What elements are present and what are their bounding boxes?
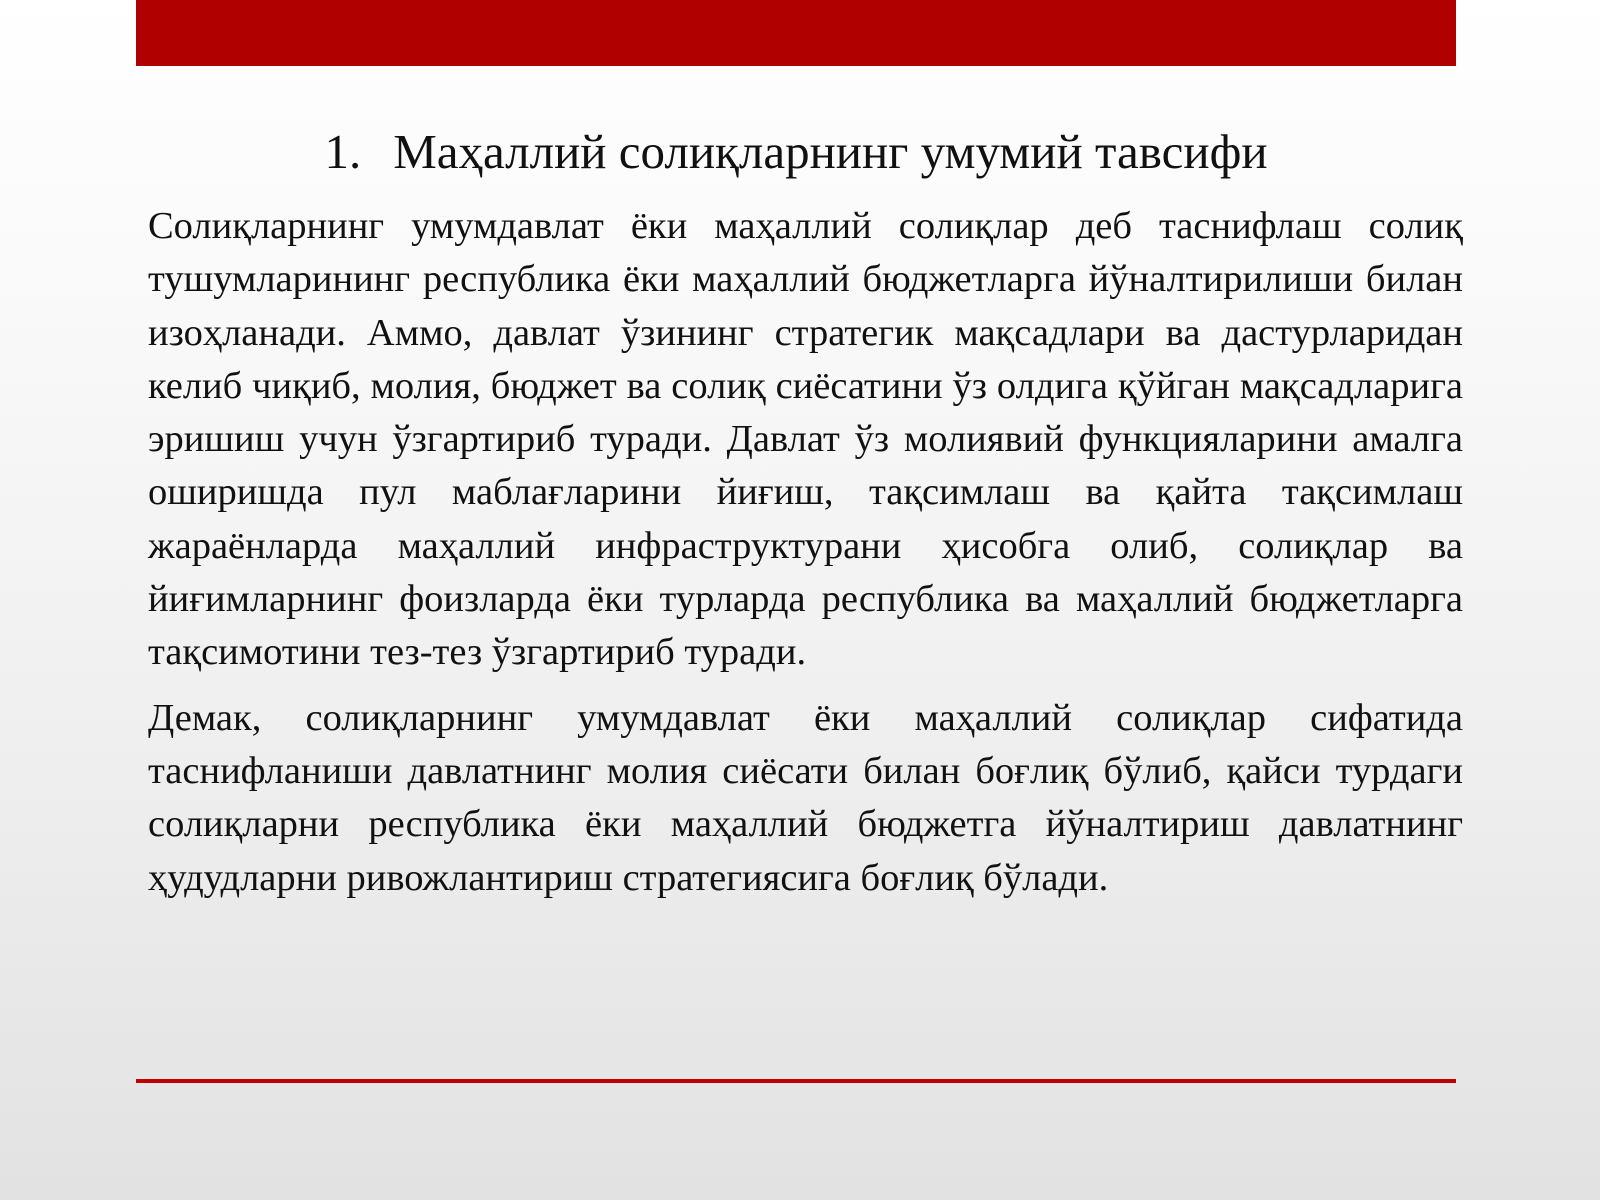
title-text: Маҳаллий солиқларнинг умумий тавсифи: [393, 124, 1268, 179]
slide-body: [148, 200, 1463, 917]
bottom-divider-line: [136, 1079, 1456, 1083]
paragraph-1: Солиқларнинг умумдавлат ёки маҳаллий солиқлар деб таснифлаш солиқ тушумларининг республика ёки маҳаллий бюджетларга йўналтирилиши билан изоҳланади. Аммо, давлат ўзининг стратегик мақсадлари ва дастурларидан келиб чиқиб, молия, бюджет ва солиқ сиёсатини ўз олдига қўйган мақсадларига эришиш учун ўзгартириб туради. Давлат ўз молиявий функцияларини амалга оширишда пул маблағларини йиғиш, тақсимлаш ва қайта тақсимлаш жараёнларда маҳаллий инфраструктурани ҳисобга олиб, солиқлар ва йиғимларнинг фоизларда ёки турларда республика ва маҳаллий бюджетларга тақсимотини тез-тез ўзгартириб туради.: [148, 205, 1463, 674]
top-accent-bar: [136, 0, 1456, 66]
slide-title: [136, 122, 1456, 182]
paragraph-2: Демак, солиқларнинг умумдавлат ёки маҳаллий солиқлар сифатида таснифланиши давлатнинг молия сиёсати билан боғлиқ бўлиб, қайси турдаги солиқларни республика ёки маҳаллий бюджетга йўналтириш давлатнинг ҳудудларни ривожлантириш стратегиясига боғлиқ бўлади.: [148, 696, 1463, 899]
title-number: 1.: [324, 124, 362, 179]
